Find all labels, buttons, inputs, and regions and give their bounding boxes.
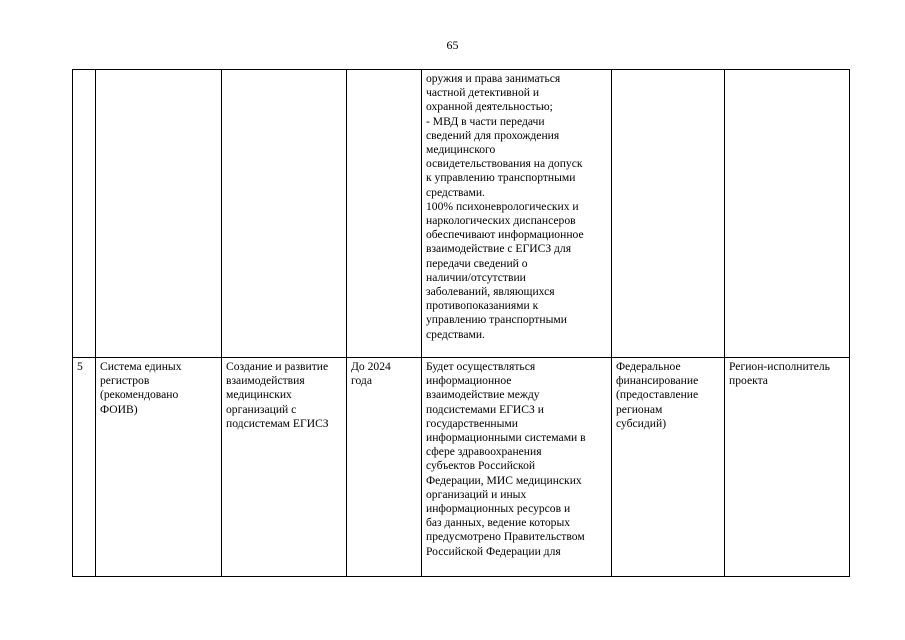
cell-description: Будет осуществляться информационное взаимодействие между подсистемами ЕГИСЗ и государственными информационными системами в сфере здравоохранения субъектов Российской Федерации, МИС медицинских организаций и иных информационных ресурсов и баз данных, ведение которых предусмотрено Правительством Российской Федерации для — [422, 358, 612, 577]
cell-system — [96, 70, 222, 358]
page-number: 65 — [446, 38, 459, 52]
cell-financing — [612, 70, 725, 358]
cell-deadline: До 2024 года — [347, 358, 422, 577]
cell-activity — [222, 70, 347, 358]
cell-deadline — [347, 70, 422, 358]
table-row — [73, 358, 850, 577]
cell-number: 5 — [73, 358, 96, 577]
table-row-continued — [73, 70, 850, 358]
cell-executor — [725, 70, 850, 358]
measures-table — [72, 69, 850, 577]
cell-number — [73, 70, 96, 358]
cell-system: Система единых регистров (рекомендовано ФОИВ) — [96, 358, 222, 577]
cell-executor: Регион-исполнитель проекта — [725, 358, 850, 577]
cell-financing: Федеральное финансирование (предоставление регионам субсидий) — [612, 358, 725, 577]
cell-activity: Создание и развитие взаимодействия медицинских организаций с подсистемам ЕГИСЗ — [222, 358, 347, 577]
cell-description: оружия и права заниматься частной детективной и охранной деятельностью; - МВД в части передачи сведений для прохождения медицинского освидетельствования на допуск к управлению транспортными средствами. 100% психоневрологических и наркологических диспансеров обеспечивают информационное взаимодействие с ЕГИСЗ для передачи сведений о наличии/отсутствии заболеваний, являющихся противопоказаниями к управлению транспортными средствами. — [422, 70, 612, 358]
